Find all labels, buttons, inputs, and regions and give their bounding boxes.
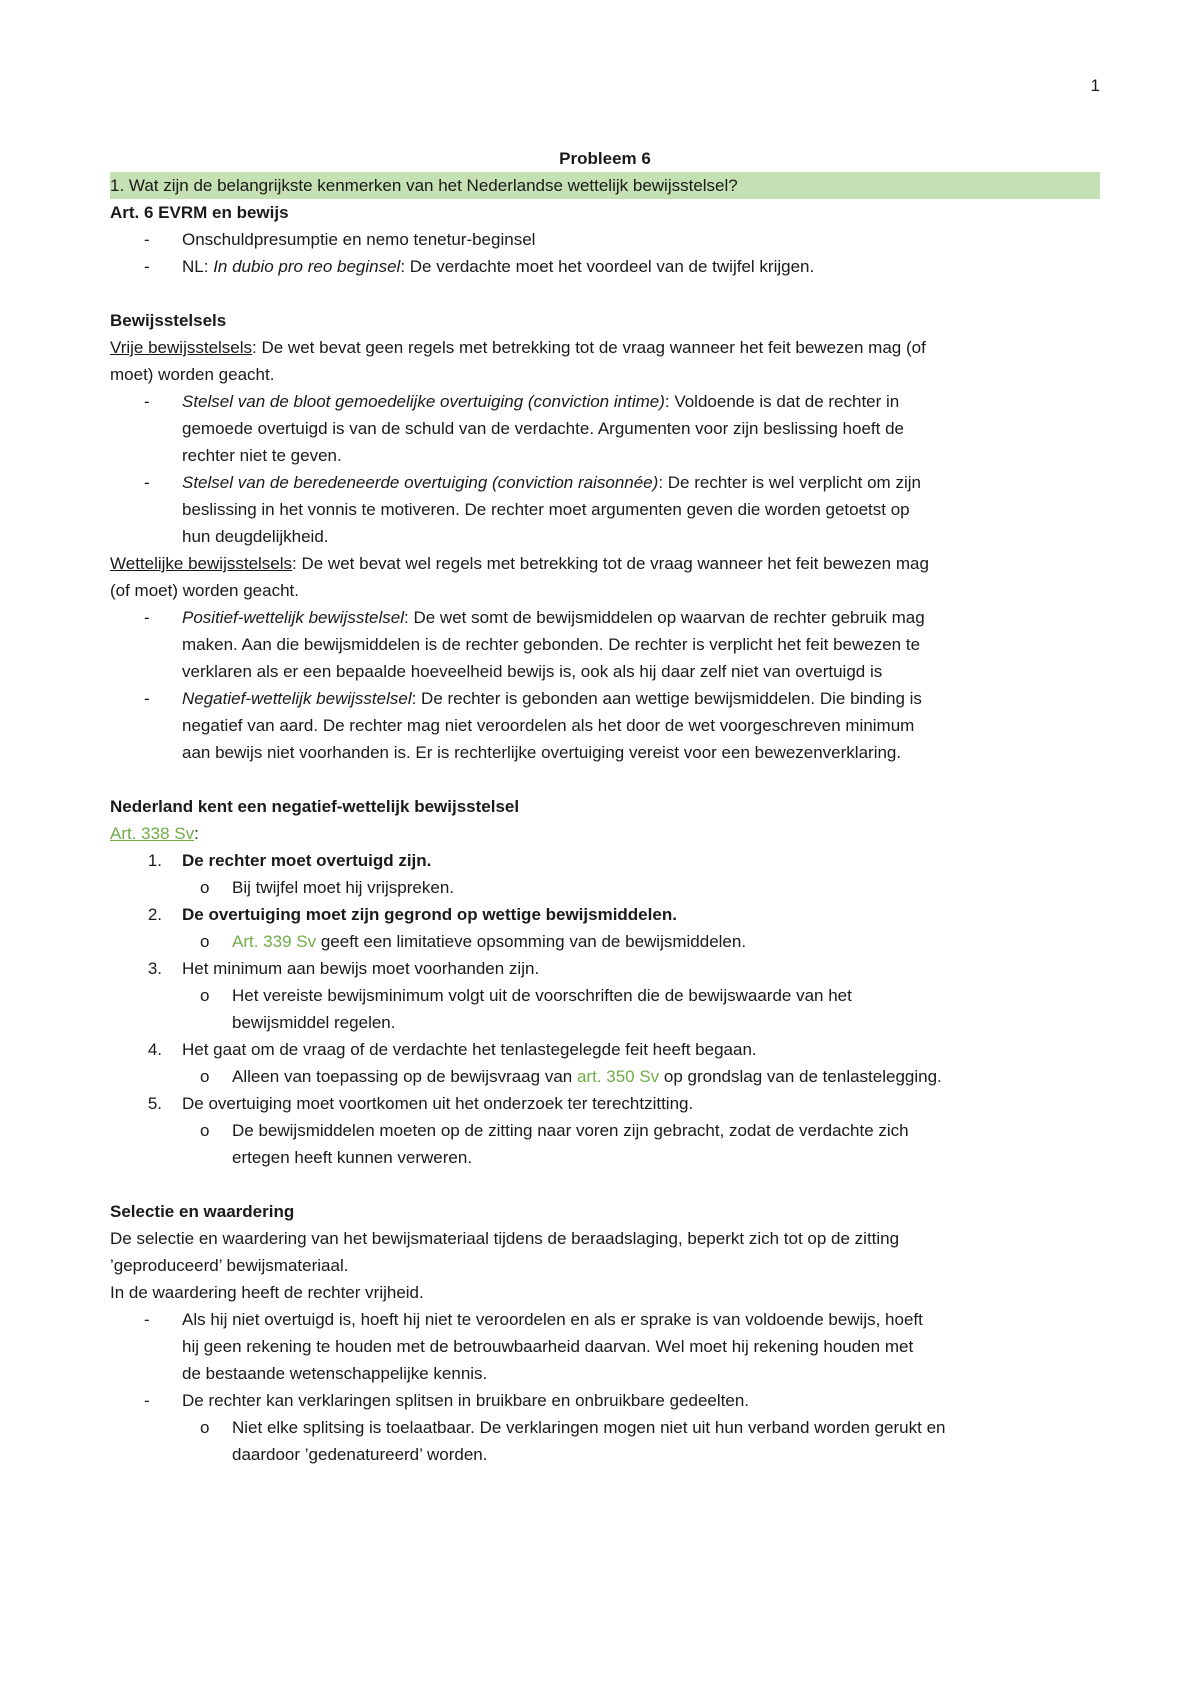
paragraph-line: Art. 338 Sv:	[110, 824, 199, 843]
sub-item: o Art. 339 Sv geeft een limitatieve opsomming van de bewijsmiddelen.	[110, 928, 1100, 955]
article-link[interactable]: art. 350 Sv	[576, 1067, 660, 1086]
circle-marker: o	[200, 1418, 210, 1437]
paragraph-line: De selectie en waardering van het bewijsmateriaal tijdens de beraadslaging, beperkt zich tot op de zitting	[110, 1229, 900, 1248]
number-marker: 1.	[147, 851, 162, 870]
numbered-item: 3. Het minimum aan bewijs moet voorhanden zijn.	[110, 955, 1100, 982]
spacer	[110, 1171, 1100, 1198]
list-item-cont: beslissing in het vonnis te motiveren. De rechter moet argumenten geven die worden getoetst op	[182, 500, 910, 519]
dash-marker: -	[144, 473, 150, 492]
dash-marker: -	[144, 608, 150, 627]
list-item: - De rechter kan verklaringen splitsen in bruikbare en onbruikbare gedeelten.	[110, 1387, 1100, 1414]
number-marker: 3.	[147, 959, 162, 978]
circle-marker: o	[200, 932, 210, 951]
list-item: - Als hij niet overtuigd is, hoeft hij niet te veroordelen en als er sprake is van voldoende bewijs, hoeft	[110, 1306, 1100, 1333]
paragraph-line: In de waardering heeft de rechter vrijheid.	[110, 1283, 424, 1302]
paragraph-line: (of moet) worden geacht.	[110, 581, 299, 600]
paragraph-line: ’geproduceerd’ bewijsmateriaal.	[110, 1256, 349, 1275]
number-marker: 5.	[147, 1094, 162, 1113]
numbered-item: 4. Het gaat om de vraag of de verdachte het tenlastegelegde feit heeft begaan.	[110, 1036, 1100, 1063]
dash-marker: -	[144, 1391, 150, 1410]
section-heading: Nederland kent een negatief-wettelijk bewijsstelsel	[110, 797, 520, 816]
dash-marker: -	[144, 257, 150, 276]
sub-item-cont: daardoor ’gedenatureerd’ worden.	[232, 1445, 488, 1464]
list-item-cont: aan bewijs niet voorhanden is. Er is rechterlijke overtuiging vereist voor een bewezenverklaring.	[182, 743, 902, 762]
sub-item: o De bewijsmiddelen moeten op de zitting naar voren zijn gebracht, zodat de verdachte zich	[110, 1117, 1100, 1144]
spacer	[110, 766, 1100, 793]
sub-item: o Alleen van toepassing op de bewijsvraag van art. 350 Sv op grondslag van de tenlastelegging.	[110, 1063, 1100, 1090]
list-item: - NL: In dubio pro reo beginsel: De verdachte moet het voordeel van de twijfel krijgen.	[110, 253, 1100, 280]
article-link[interactable]: Art. 338 Sv	[110, 824, 195, 843]
circle-marker: o	[200, 1121, 210, 1140]
document-body	[110, 145, 1100, 1468]
list-item: - Stelsel van de bloot gemoedelijke overtuiging (conviction intime): Voldoende is dat de rechter in	[110, 388, 1100, 415]
paragraph-line: Wettelijke bewijsstelsels: De wet bevat wel regels met betrekking tot de vraag wanneer het feit bewezen mag	[110, 554, 929, 573]
dash-marker: -	[144, 392, 150, 411]
numbered-item: 5. De overtuiging moet voortkomen uit het onderzoek ter terechtzitting.	[110, 1090, 1100, 1117]
list-item: - Stelsel van de beredeneerde overtuiging (conviction raisonnée): De rechter is wel verplicht om zijn	[110, 469, 1100, 496]
section-heading: Bewijsstelsels	[110, 311, 227, 330]
list-item-cont: rechter niet te geven.	[182, 446, 342, 465]
dash-marker: -	[144, 230, 150, 249]
sub-item: o Bij twijfel moet hij vrijspreken.	[110, 874, 1100, 901]
list-item-cont: gemoede overtuigd is van de schuld van de verdachte. Argumenten voor zijn beslissing hoeft de	[182, 419, 905, 438]
list-item: - Negatief-wettelijk bewijsstelsel: De rechter is gebonden aan wettige bewijsmiddelen. Die binding is	[110, 685, 1100, 712]
circle-marker: o	[200, 986, 210, 1005]
numbered-item: 1. De rechter moet overtuigd zijn.	[110, 847, 1100, 874]
list-item-cont: negatief van aard. De rechter mag niet veroordelen als het door de wet voorgeschreven minimum	[182, 716, 915, 735]
number-marker: 4.	[147, 1040, 162, 1059]
list-item-cont: hij geen rekening te houden met de betrouwbaarheid daarvan. Wel moet hij rekening houden met	[182, 1337, 914, 1356]
dash-marker: -	[144, 1310, 150, 1329]
list-item-cont: de bestaande wetenschappelijke kennis.	[182, 1364, 488, 1383]
page-number: 1	[1090, 76, 1100, 95]
sub-item: o Niet elke splitsing is toelaatbaar. De verklaringen mogen niet uit hun verband worden gerukt en	[110, 1414, 1100, 1441]
list-item: - Onschuldpresumptie en nemo tenetur-beginsel	[110, 226, 1100, 253]
spacer	[110, 280, 1100, 307]
number-marker: 2.	[147, 905, 162, 924]
paragraph-line: moet) worden geacht.	[110, 365, 275, 384]
evrm-heading: Art. 6 EVRM en bewijs	[110, 203, 289, 222]
page-title: Probleem 6	[559, 149, 651, 168]
circle-marker: o	[200, 1067, 210, 1086]
question-heading: 1. Wat zijn de belangrijkste kenmerken van het Nederlandse wettelijk bewijsstelsel?	[110, 172, 1100, 199]
paragraph-line: Vrije bewijsstelsels: De wet bevat geen regels met betrekking tot de vraag wanneer het feit bewezen mag (of	[110, 338, 926, 357]
sub-item-cont: ertegen heeft kunnen verweren.	[232, 1148, 473, 1167]
list-item-cont: verklaren als er een bepaalde hoeveelheid bewijs is, ook als hij daar zelf niet van overtuigd is	[182, 662, 883, 681]
article-link[interactable]: Art. 339 Sv	[232, 932, 317, 951]
numbered-item: 2. De overtuiging moet zijn gegrond op wettige bewijsmiddelen.	[110, 901, 1100, 928]
dash-marker: -	[144, 689, 150, 708]
list-item-cont: hun deugdelijkheid.	[182, 527, 329, 546]
list-item-cont: maken. Aan die bewijsmiddelen is de rechter gebonden. De rechter is verplicht het feit bewezen te	[182, 635, 921, 654]
sub-item: o Het vereiste bewijsminimum volgt uit de voorschriften die de bewijswaarde van het	[110, 982, 1100, 1009]
list-item: - Positief-wettelijk bewijsstelsel: De wet somt de bewijsmiddelen op waarvan de rechter gebruik mag	[110, 604, 1100, 631]
circle-marker: o	[200, 878, 210, 897]
section-heading: Selectie en waardering	[110, 1202, 295, 1221]
sub-item-cont: bewijsmiddel regelen.	[232, 1013, 396, 1032]
